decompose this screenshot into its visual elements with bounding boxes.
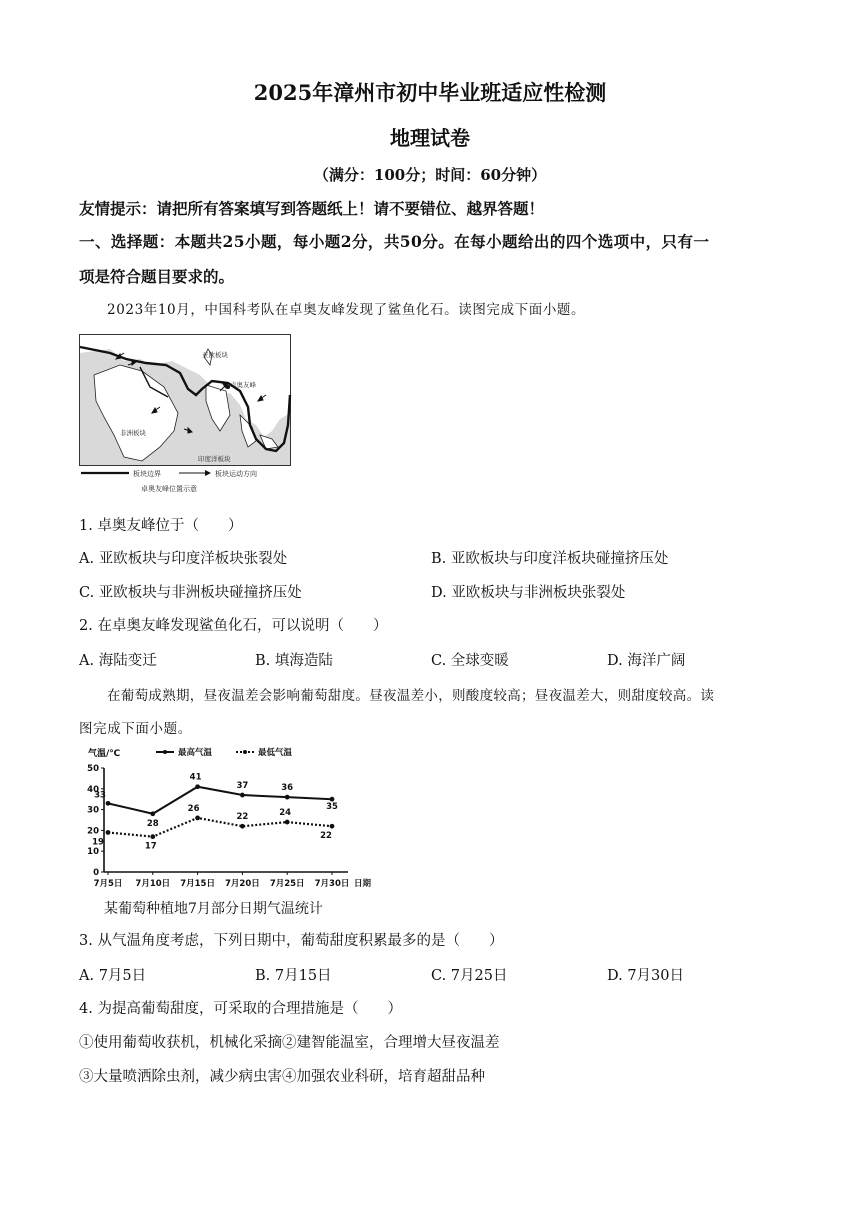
notice: 友情提示：请把所有答案填写到答题纸上！请不要错位、越界答题！ xyxy=(79,199,545,218)
intro-paragraph-1: 2023年10月，中国科考队在卓奥友峰发现了鲨鱼化石。读图完成下面小题。 xyxy=(107,302,586,318)
map-caption: 卓奥友峰位置示意 xyxy=(141,485,197,493)
map-label-cho-oyu: 卓奥友峰 xyxy=(230,381,256,389)
intro-paragraph-2-line2: 图完成下面小题。 xyxy=(79,721,192,737)
data-point xyxy=(330,824,335,829)
q3-option-a: A. 7月5日 xyxy=(79,968,147,984)
data-label: 35 xyxy=(326,802,338,813)
q1-stem: 1. 卓奥友峰位于（ ） xyxy=(79,518,243,534)
x-tick-label: 7月10日 xyxy=(135,879,171,889)
legend-motion-label: 板块运动方向 xyxy=(215,470,257,478)
exam-title: 2025年漳州市初中毕业班适应性检测 xyxy=(253,80,607,105)
data-point xyxy=(285,820,290,825)
data-label: 28 xyxy=(146,818,159,829)
q4-statement-line2: ③大量喷洒除虫剂，减少病虫害④加强农业科研，培育超甜品种 xyxy=(79,1069,485,1085)
data-point xyxy=(106,830,111,835)
q3-stem: 3. 从气温角度考虑，下列日期中，葡萄甜度积累最多的是（ ） xyxy=(79,933,504,949)
y-tick-label: 50 xyxy=(87,764,99,774)
data-point xyxy=(285,795,290,800)
data-label: 17 xyxy=(144,841,157,852)
q2-option-b: B. 填海造陆 xyxy=(255,653,333,669)
data-label: 22 xyxy=(236,812,249,823)
map-label-indian: 印度洋板块 xyxy=(198,455,231,463)
data-label: 22 xyxy=(320,831,332,842)
q2-option-a: A. 海陆变迁 xyxy=(79,653,157,669)
y-axis-label: 气温/℃ xyxy=(88,749,121,759)
x-tick-label: 7月20日 xyxy=(225,879,260,889)
map-label-eurasian: 亚欧板块 xyxy=(202,351,228,359)
q1-option-d: D. 亚欧板块与非洲板块张裂处 xyxy=(431,585,626,601)
exam-subject: 地理试卷 xyxy=(390,126,470,150)
data-point xyxy=(240,793,245,798)
legend-label-1: 最高气温 xyxy=(178,748,213,758)
section-heading-line1: 一、选择题：本题共25小题，每小题2分，共50分。在每小题给出的四个选项中，只有一 xyxy=(79,232,710,251)
q4-stem: 4. 为提高葡萄甜度，可采取的合理措施是（ ） xyxy=(79,1001,402,1017)
q2-option-c: C. 全球变暖 xyxy=(431,653,509,669)
legend-boundary-label: 板块边界 xyxy=(133,470,161,478)
y-tick-label: 40 xyxy=(87,784,99,795)
y-tick-label: 0 xyxy=(93,868,99,878)
q1-option-b: B. 亚欧板块与印度洋板块碰撞挤压处 xyxy=(431,551,669,567)
q1-option-a: A. 亚欧板块与印度洋板块张裂处 xyxy=(79,551,288,567)
data-point xyxy=(106,801,111,806)
legend-label-2: 最低气温 xyxy=(258,748,293,758)
x-tick-label: 7月30日 xyxy=(314,879,350,889)
score-time: （满分：100分；时间：60分钟） xyxy=(313,166,547,184)
q4-statement-line1: ①使用葡萄收获机，机械化采摘②建智能温室，合理增大昼夜温差 xyxy=(79,1035,500,1051)
data-label: 33 xyxy=(94,790,106,801)
x-axis-label: 日期 xyxy=(354,879,372,889)
legend-marker-1 xyxy=(163,750,167,754)
legend-arrow-icon xyxy=(205,470,211,476)
q3-option-c: C. 7月25日 xyxy=(431,968,508,984)
series-line-1 xyxy=(108,787,332,814)
data-point xyxy=(150,834,155,839)
temperature-chart xyxy=(86,744,372,894)
data-point xyxy=(195,784,200,789)
plate-map-svg xyxy=(80,335,290,465)
data-label: 19 xyxy=(92,837,104,848)
data-point xyxy=(150,811,155,816)
data-label: 41 xyxy=(189,772,202,783)
y-tick-label: 20 xyxy=(87,826,99,837)
q3-option-b: B. 7月15日 xyxy=(255,968,332,984)
q2-stem: 2. 在卓奥友峰发现鲨鱼化石，可以说明（ ） xyxy=(79,618,388,634)
map-legend xyxy=(79,464,299,496)
section-heading-line2: 项是符合题目要求的。 xyxy=(79,267,235,286)
plate-map xyxy=(79,334,291,466)
data-point xyxy=(330,797,335,802)
data-label: 24 xyxy=(279,808,292,819)
x-tick-label: 7月25日 xyxy=(269,879,305,889)
data-label: 37 xyxy=(236,781,249,792)
q2-option-d: D. 海洋广阔 xyxy=(607,653,686,669)
series-line-2 xyxy=(108,818,332,837)
x-tick-label: 7月5日 xyxy=(93,879,123,889)
data-point xyxy=(195,816,200,821)
data-label: 26 xyxy=(187,803,200,814)
data-label: 36 xyxy=(281,783,294,794)
legend-marker-2 xyxy=(243,750,247,754)
q3-option-d: D. 7月30日 xyxy=(607,968,685,984)
chart-caption: 某葡萄种植地7月部分日期气温统计 xyxy=(104,901,323,917)
y-tick-label: 30 xyxy=(87,805,99,816)
map-label-african: 非洲板块 xyxy=(120,429,146,437)
x-tick-label: 7月15日 xyxy=(180,879,215,889)
data-point xyxy=(240,824,245,829)
intro-paragraph-2-line1: 在葡萄成熟期，昼夜温差会影响葡萄甜度。昼夜温差小，则酸度较高；昼夜温差大，则甜度较高。读 xyxy=(107,688,715,704)
q1-option-c: C. 亚欧板块与非洲板块碰撞挤压处 xyxy=(79,585,302,601)
y-tick-label: 10 xyxy=(87,847,99,858)
